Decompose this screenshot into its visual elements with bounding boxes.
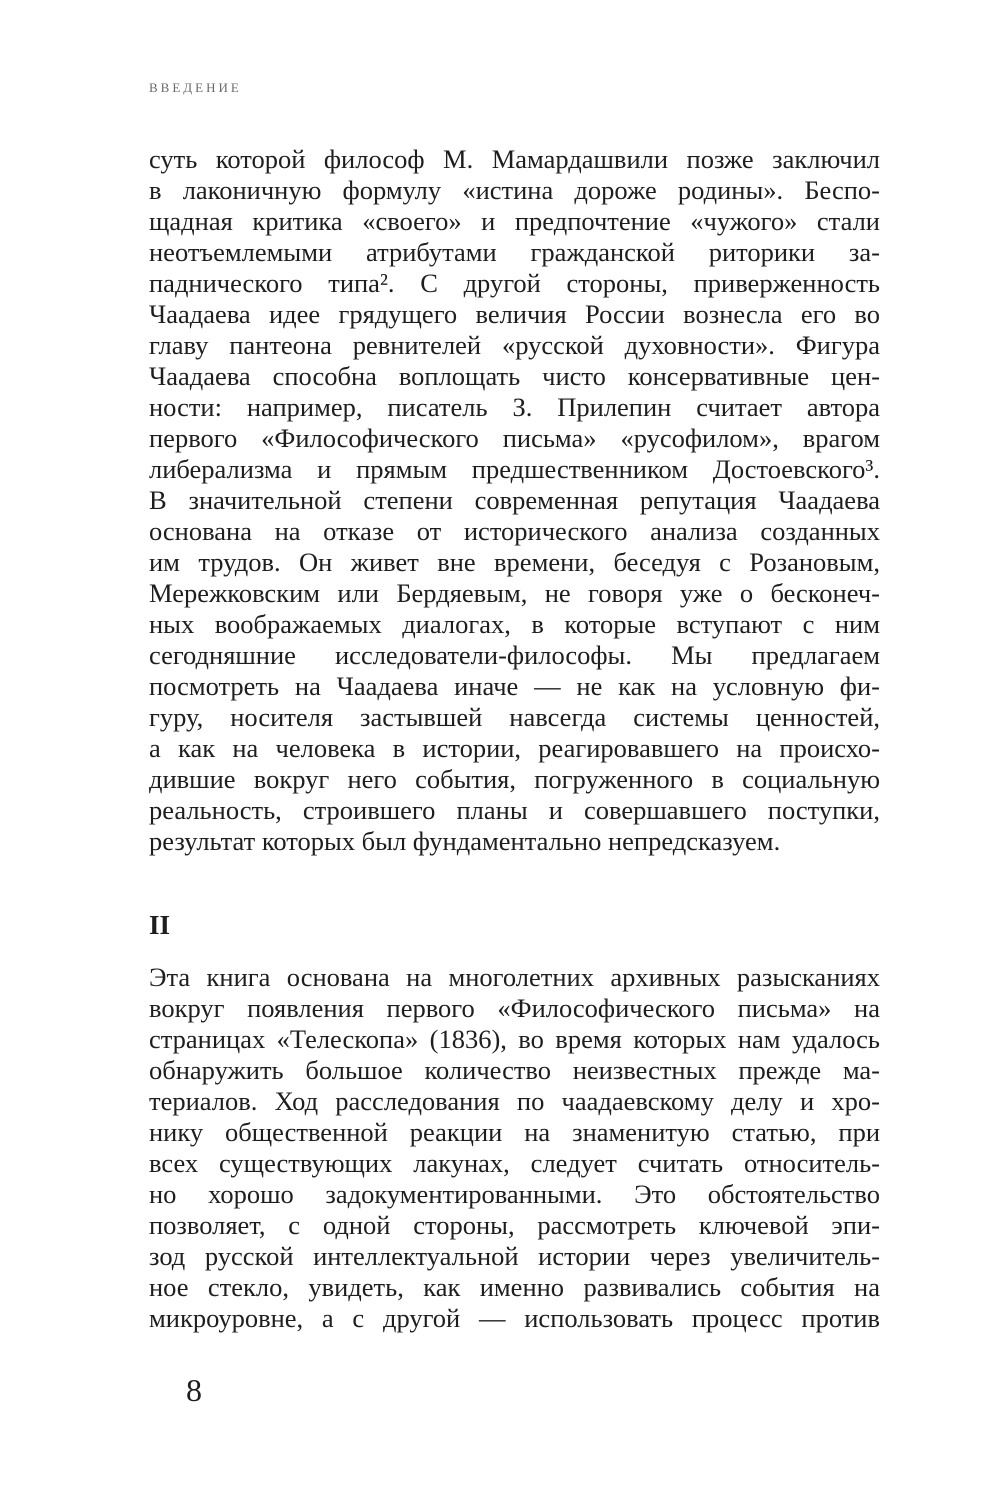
text-line: либерализма и прямым предшественником Достоевского³. [149, 454, 880, 484]
text-line: главу пантеона ревнителей «русской духовности». Фигура [149, 330, 880, 360]
text-line: сегодняшние исследователи-философы. Мы предлагаем [149, 640, 880, 670]
running-head: ВВЕДЕНИЕ [149, 80, 242, 95]
text-line: позволяет, с одной стороны, рассмотреть ключевой эпи- [149, 1210, 880, 1240]
text-line: а как на человека в истории, реагировавшего на происхо- [149, 733, 880, 763]
text-line: нику общественной реакции на знаменитую статью, при [149, 1117, 880, 1147]
text-line: всех существующих лакунах, следует считать относитель- [149, 1148, 880, 1178]
text-line: териалов. Ход расследования по чаадаевскому делу и хро- [149, 1086, 880, 1116]
page-number: 8 [186, 1372, 202, 1408]
text-line: результат которых был фундаментально непредсказуем. [149, 826, 781, 856]
text-line: Эта книга основана на многолетних архивных разысканиях [149, 962, 880, 992]
text-line: гуру, носителя застывшей навсегда системы ценностей, [149, 702, 880, 732]
text-line: ных воображаемых диалогах, в которые вступают с ним [149, 609, 880, 639]
text-line: в лаконичную формулу «истина дороже родины». Беспо- [149, 175, 880, 205]
paragraph-1 [149, 144, 880, 857]
text-line: вокруг появления первого «Философического письма» на [149, 993, 880, 1023]
text-line: В значительной степени современная репутация Чаадаева [149, 485, 880, 515]
text-line: первого «Философического письма» «русофилом», врагом [149, 423, 880, 453]
text-line: но хорошо задокументированными. Это обстоятельство [149, 1179, 880, 1209]
text-line: Чаадаева способна воплощать чисто консервативные цен- [149, 361, 880, 391]
text-line: ное стекло, увидеть, как именно развивались события на [149, 1272, 880, 1302]
text-line: реальность, строившего планы и совершавшего поступки, [149, 795, 880, 825]
text-line: Чаадаева идее грядущего величия России вознесла его во [149, 299, 880, 329]
text-line: дившие вокруг него события, погруженного в социальную [149, 764, 880, 794]
text-line: суть которой философ М. Мамардашвили позже заключил [149, 144, 880, 174]
text-line: щадная критика «своего» и предпочтение «чужого» стали [149, 206, 880, 236]
text-line: основана на отказе от исторического анализа созданных [149, 516, 880, 546]
text-line: неотъемлемыми атрибутами гражданской риторики за- [149, 237, 880, 267]
text-line: страницах «Телескопа» (1836), во время которых нам удалось [149, 1024, 880, 1054]
text-line: посмотреть на Чаадаева иначе — не как на условную фи- [149, 671, 880, 701]
paragraph-2 [149, 962, 880, 1334]
section-heading: II [149, 910, 171, 940]
text-line: Мережковским или Бердяевым, не говоря уже о бесконеч- [149, 578, 880, 608]
text-line: обнаружить большое количество неизвестных прежде ма- [149, 1055, 880, 1085]
text-line: им трудов. Он живет вне времени, беседуя с Розановым, [149, 547, 880, 577]
text-line: ности: например, писатель З. Прилепин считает автора [149, 392, 880, 422]
text-line: микроуровне, а с другой — использовать процесс против [149, 1303, 880, 1333]
text-line: паднического типа². С другой стороны, приверженность [149, 268, 880, 298]
text-line: зод русской интеллектуальной истории через увеличитель- [149, 1241, 880, 1271]
